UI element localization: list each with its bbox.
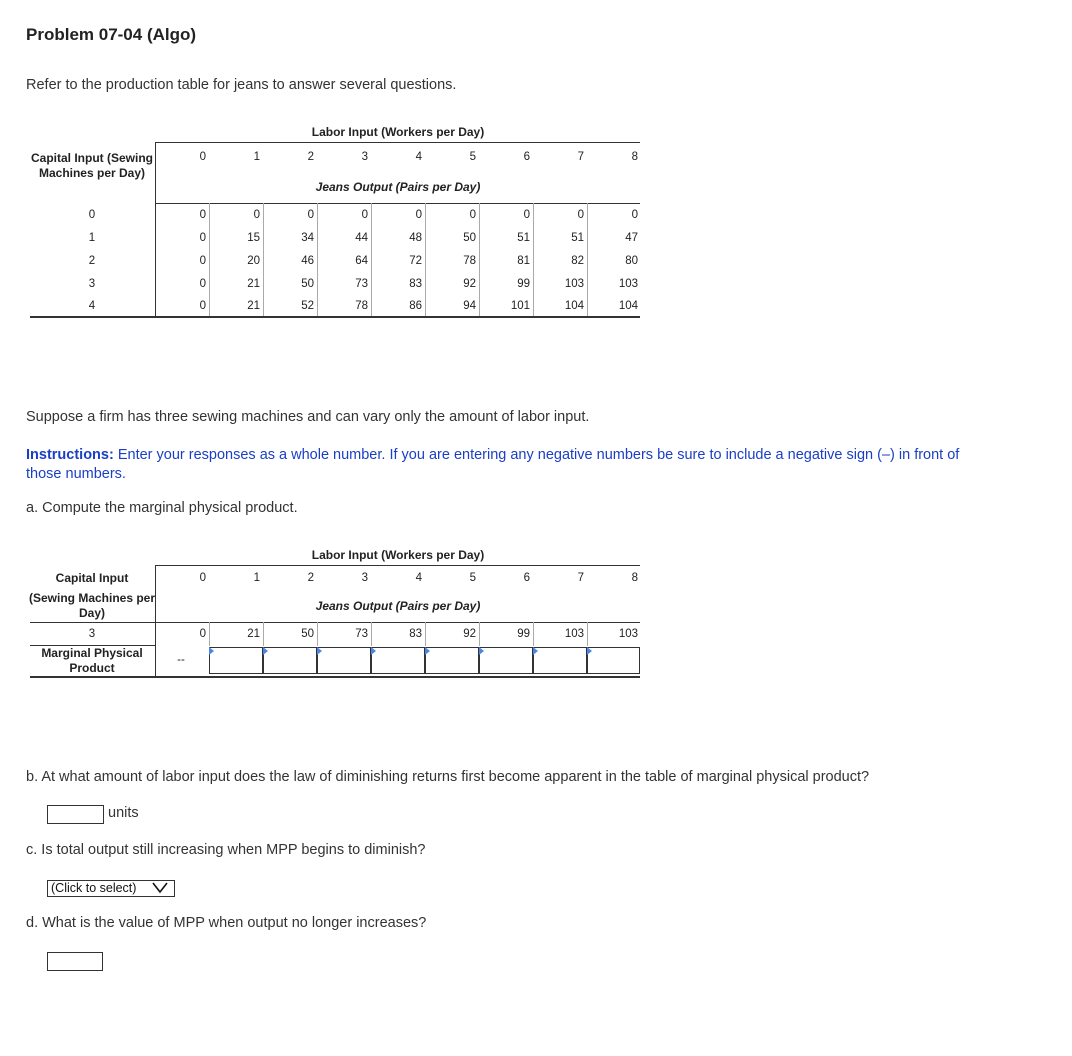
capital-input-header: Capital Input (Sewing Machines per Day) (31, 151, 153, 180)
table-cell: 0 (631, 209, 638, 221)
table-cell: 44 (355, 232, 368, 244)
capital-value: 1 (88, 232, 96, 244)
intro-text: Refer to the production table for jeans to answer several questions. (26, 77, 457, 93)
grid-line (425, 622, 426, 646)
table-cell: 51 (517, 232, 530, 244)
output-increasing-select[interactable] (47, 880, 175, 897)
labor-header-5: 5 (469, 151, 476, 163)
grid-line (533, 622, 534, 646)
mpp-input-6[interactable] (479, 647, 533, 674)
table-cell: 47 (625, 232, 638, 244)
table-cell: 0 (307, 209, 314, 221)
table-cell: 103 (564, 278, 584, 290)
table-cell: 48 (409, 232, 422, 244)
grid-line (371, 622, 372, 646)
grid-line (425, 203, 426, 316)
table-cell: 0 (199, 300, 206, 312)
instructions-label: Instructions: (26, 447, 114, 463)
labor-header-3: 3 (361, 572, 368, 584)
labor-header-4: 4 (415, 151, 422, 163)
grid-line (209, 622, 210, 646)
mpp-first: -- (177, 654, 185, 666)
table-cell: 99 (517, 278, 530, 290)
table-cell: 0 (469, 209, 476, 221)
mpp-label: Marginal Physical Product (41, 646, 143, 675)
labor-input-answer[interactable] (47, 805, 104, 824)
output-cell: 103 (564, 628, 584, 640)
capital-input-label-2: Capital Input (55, 571, 129, 585)
mpp-input-7[interactable] (533, 647, 587, 674)
table-cell: 0 (199, 232, 206, 244)
instructions (26, 446, 976, 484)
labor-header-4: 4 (415, 572, 422, 584)
mpp-value-answer[interactable] (47, 952, 103, 971)
labor-header-5: 5 (469, 572, 476, 584)
labor-header-0: 0 (199, 151, 206, 163)
output-cell: 21 (247, 628, 260, 640)
output-cell: 83 (409, 628, 422, 640)
table-cell: 0 (361, 209, 368, 221)
mpp-input-5[interactable] (425, 647, 479, 674)
question-c: c. Is total output still increasing when MPP begins to diminish? (26, 842, 426, 858)
grid-line (587, 622, 588, 646)
table-cell: 80 (625, 255, 638, 267)
table-cell: 46 (301, 255, 314, 267)
question-a: a. Compute the marginal physical product. (26, 500, 298, 516)
table-cell: 103 (618, 278, 638, 290)
table-cell: 34 (301, 232, 314, 244)
table-cell: 0 (577, 209, 584, 221)
instructions-text: Enter your responses as a whole number. If you are entering any negative numbers be sure to include a negative sign (–) in front of those numbers. (26, 447, 960, 482)
table-cell: 94 (463, 300, 476, 312)
labor-header-1: 1 (253, 151, 260, 163)
capital-value: 4 (88, 300, 96, 312)
table-cell: 21 (247, 278, 260, 290)
table-cell: 0 (415, 209, 422, 221)
table-cell: 50 (301, 278, 314, 290)
grid-line (263, 203, 264, 316)
grid-line (317, 622, 318, 646)
labor-input-header: Labor Input (Workers per Day) (311, 125, 485, 139)
table-cell: 0 (253, 209, 260, 221)
capital-value: 3 (88, 278, 96, 290)
table-cell: 104 (618, 300, 638, 312)
labor-header-7: 7 (577, 572, 584, 584)
question-b: b. At what amount of labor input does the law of diminishing returns first become apparent in the table of marginal physical product? (26, 769, 870, 785)
labor-header-6: 6 (523, 151, 530, 163)
table-cell: 86 (409, 300, 422, 312)
output-cell: 0 (199, 628, 206, 640)
table-cell: 83 (409, 278, 422, 290)
labor-header-2: 2 (307, 572, 314, 584)
table-cell: 0 (199, 278, 206, 290)
table-cell: 15 (247, 232, 260, 244)
grid-line (209, 203, 210, 316)
grid-line (533, 203, 534, 316)
table-cell: 78 (355, 300, 368, 312)
table-cell: 52 (301, 300, 314, 312)
table-cell: 0 (199, 209, 206, 221)
labor-header-1: 1 (253, 572, 260, 584)
table-cell: 0 (523, 209, 530, 221)
jeans-output-header-2: Jeans Output (Pairs per Day) (315, 599, 481, 613)
labor-header-3: 3 (361, 151, 368, 163)
capital-value: 3 (88, 628, 96, 640)
labor-header-6: 6 (523, 572, 530, 584)
table-cell: 92 (463, 278, 476, 290)
labor-header-7: 7 (577, 151, 584, 163)
output-cell: 50 (301, 628, 314, 640)
grid-line (263, 622, 264, 646)
grid-line (479, 622, 480, 646)
table-cell: 50 (463, 232, 476, 244)
table-cell: 81 (517, 255, 530, 267)
table-cell: 82 (571, 255, 584, 267)
table-cell: 104 (564, 300, 584, 312)
scenario-text: Suppose a firm has three sewing machines and can vary only the amount of labor input. (26, 409, 590, 425)
labor-input-header-2: Labor Input (Workers per Day) (311, 548, 485, 562)
labor-header-8: 8 (631, 151, 638, 163)
table-cell: 78 (463, 255, 476, 267)
labor-header-0: 0 (199, 572, 206, 584)
output-cell: 103 (618, 628, 638, 640)
table-cell: 73 (355, 278, 368, 290)
page-title: Problem 07-04 (Algo) (26, 25, 197, 44)
output-cell: 92 (463, 628, 476, 640)
chevron-down-icon (152, 882, 168, 894)
table-cell: 101 (510, 300, 530, 312)
capital-value: 2 (88, 255, 96, 267)
table-cell: 72 (409, 255, 422, 267)
table-cell: 0 (199, 255, 206, 267)
grid-line (479, 203, 480, 316)
table-cell: 21 (247, 300, 260, 312)
labor-header-8: 8 (631, 572, 638, 584)
table-cell: 51 (571, 232, 584, 244)
mpp-input-3[interactable] (317, 647, 371, 674)
mpp-input-2[interactable] (263, 647, 317, 674)
capital-input-sub-2: (Sewing Machines per Day) (28, 591, 156, 620)
select-value: (Click to select) (51, 881, 137, 895)
table-cell: 64 (355, 255, 368, 267)
capital-value: 0 (88, 209, 96, 221)
mpp-input-1[interactable] (209, 647, 263, 674)
grid-line (587, 203, 588, 316)
question-d: d. What is the value of MPP when output no longer increases? (26, 915, 427, 931)
output-cell: 99 (517, 628, 530, 640)
output-cell: 73 (355, 628, 368, 640)
table-cell: 20 (247, 255, 260, 267)
mpp-input-4[interactable] (371, 647, 425, 674)
labor-header-2: 2 (307, 151, 314, 163)
grid-line (317, 203, 318, 316)
jeans-output-header: Jeans Output (Pairs per Day) (315, 180, 481, 194)
grid-line (371, 203, 372, 316)
mpp-input-8[interactable] (587, 647, 640, 674)
units-label: units (108, 805, 139, 821)
